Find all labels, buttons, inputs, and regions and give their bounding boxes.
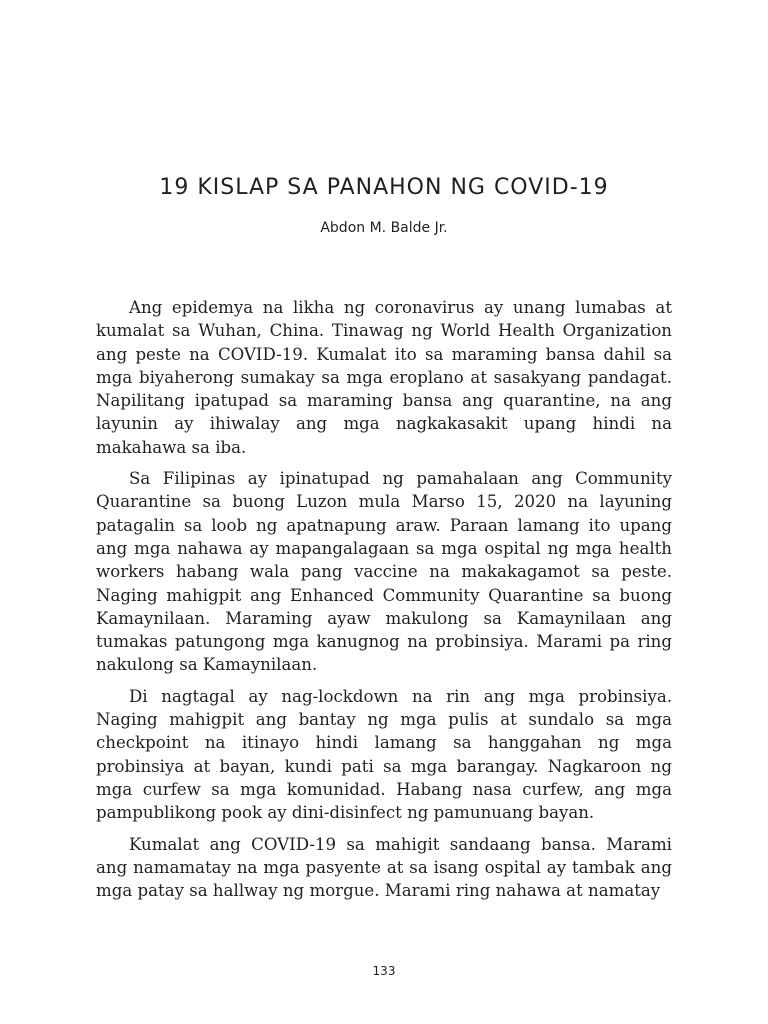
paragraph: Ang epidemya na likha ng coronavirus ay unang lumabas at kumalat sa Wuhan, China. Tinawag ng World Health Organization ang peste na COVID-19. Kumalat ito sa maraming bansa dahil sa mga biyaherong sumakay sa mga eroplano at sasakyang pandagat. Napilitang ipatupad sa maraming bansa ang quarantine, na ang layunin ay ihiwalay ang mga nagkakasakit upang hindi na makahawa sa iba. bbox=[96, 298, 672, 457]
paragraph: Di nagtagal ay nag-lockdown na rin ang mga probinsiya. Naging mahigpit ang bantay ng mga pulis at sundalo sa mga checkpoint na itinayo hindi lamang sa hanggahan ng mga probinsiya at bayan, kundi pati sa mga barangay. Nagkaroon ng mga curfew sa mga komunidad. Habang nasa curfew, ang mga pampublikong pook ay dini-disinfect ng pamunuang bayan. bbox=[96, 686, 672, 823]
paragraph: Sa Filipinas ay ipinatupad ng pamahalaan ang Community Quarantine sa buong Luzon mula Marso 15, 2020 na layuning patagalin sa loob ng apatnapung araw. Paraan lamang ito upang ang mga nahawa ay mapangalagaan sa mga ospital ng mga health workers habang wala pang vaccine na makakagamot sa peste. Naging mahigpit ang Enhanced Community Quarantine sa buong Kamaynilaan. Maraming ayaw makulong sa Kamaynilaan ang tumakas patungong mga kanugnog na probinsiya. Marami pa ring nakulong sa Kamaynilaan. bbox=[96, 469, 672, 675]
body-text bbox=[96, 296, 672, 910]
page-number: 133 bbox=[372, 964, 396, 978]
paragraph: Kumalat ang COVID-19 sa mahigit sandaang bansa. Marami ang namamatay na mga pasyente at sa isang ospital ay tambak ang mga patay sa hallway ng morgue. Marami ring nahawa at namatay bbox=[96, 834, 672, 901]
author-name: Abdon M. Balde Jr. bbox=[320, 220, 448, 236]
chapter-title: 19 KISLAP SA PANAHON NG COVID-19 bbox=[159, 175, 609, 200]
